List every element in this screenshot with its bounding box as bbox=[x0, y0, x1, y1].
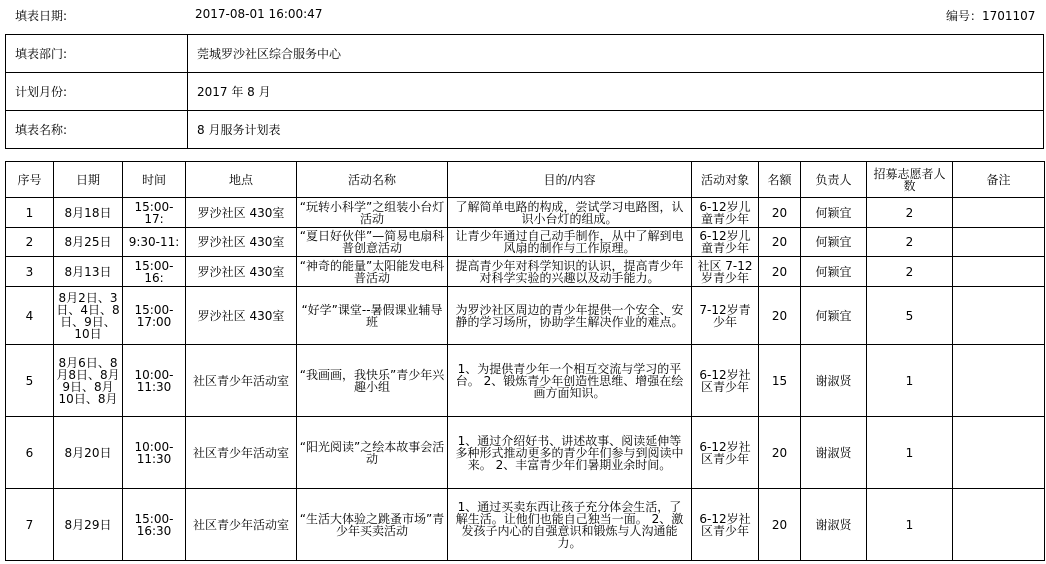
cell-name: “夏日好伙伴”—简易电扇科普创意活动 bbox=[297, 228, 448, 257]
info-label: 填表部门: bbox=[6, 35, 188, 73]
cell-date: 8月6日、8月8日、8月9日、8月10日、8月 bbox=[54, 345, 123, 417]
cell-date: 8月25日 bbox=[54, 228, 123, 257]
info-row-form-name bbox=[6, 111, 1044, 149]
date-value: 2017-08-01 16:00:47 bbox=[195, 7, 323, 21]
cell-quota: 15 bbox=[759, 345, 801, 417]
cell-name: “生活大体验之跳蚤市场”青少年买卖活动 bbox=[297, 489, 448, 561]
cell-quota: 20 bbox=[759, 198, 801, 228]
column-header: 时间 bbox=[123, 162, 186, 198]
column-header: 目的/内容 bbox=[448, 162, 692, 198]
column-header: 活动对象 bbox=[692, 162, 759, 198]
table-row bbox=[6, 287, 1045, 345]
cell-quota: 20 bbox=[759, 228, 801, 257]
cell-no: 2 bbox=[6, 228, 54, 257]
info-value: 2017 年 8 月 bbox=[188, 73, 1044, 111]
cell-volunteers: 1 bbox=[867, 489, 953, 561]
cell-content: 让青少年通过自己动手制作，从中了解到电风扇的制作与工作原理。 bbox=[448, 228, 692, 257]
cell-remark bbox=[953, 228, 1045, 257]
cell-date: 8月2日、3日、4日、8日、9日、10日 bbox=[54, 287, 123, 345]
info-row-month bbox=[6, 73, 1044, 111]
cell-time: 10:00-11:30 bbox=[123, 417, 186, 489]
cell-content: 1、通过买卖东西让孩子充分体会生活，了解生活。让他们也能自己独当一面。 2、激发孩子内心的自强意识和锻炼与人沟通能力。 bbox=[448, 489, 692, 561]
table-row bbox=[6, 417, 1045, 489]
cell-no: 1 bbox=[6, 198, 54, 228]
cell-no: 6 bbox=[6, 417, 54, 489]
form-info-table bbox=[5, 34, 1044, 149]
cell-leader: 谢淑贤 bbox=[801, 417, 867, 489]
column-header: 招募志愿者人数 bbox=[867, 162, 953, 198]
cell-leader: 何颖宜 bbox=[801, 287, 867, 345]
cell-remark bbox=[953, 489, 1045, 561]
cell-quota: 20 bbox=[759, 489, 801, 561]
cell-target: 社区 7-12岁青少年 bbox=[692, 257, 759, 287]
cell-quota: 20 bbox=[759, 287, 801, 345]
cell-leader: 何颖宜 bbox=[801, 228, 867, 257]
cell-name: “玩转小科学”之组装小台灯活动 bbox=[297, 198, 448, 228]
info-value: 8 月服务计划表 bbox=[188, 111, 1044, 149]
info-row-department bbox=[6, 35, 1044, 73]
cell-time: 10:00-11:30 bbox=[123, 345, 186, 417]
cell-remark bbox=[953, 257, 1045, 287]
cell-leader: 何颖宜 bbox=[801, 257, 867, 287]
cell-time: 15:00-16: bbox=[123, 257, 186, 287]
cell-date: 8月18日 bbox=[54, 198, 123, 228]
cell-volunteers: 2 bbox=[867, 257, 953, 287]
cell-volunteers: 5 bbox=[867, 287, 953, 345]
cell-place: 社区青少年活动室 bbox=[186, 417, 297, 489]
cell-target: 6-12岁社区青少年 bbox=[692, 417, 759, 489]
table-header-row bbox=[6, 162, 1045, 198]
cell-content: 1、为提供青少年一个相互交流与学习的平台。 2、锻炼青少年创造性思维、增强在绘画方面知识。 bbox=[448, 345, 692, 417]
cell-no: 7 bbox=[6, 489, 54, 561]
cell-content: 提高青少年对科学知识的认识，提高青少年对科学实验的兴趣以及动手能力。 bbox=[448, 257, 692, 287]
cell-name: “阳光阅读”之绘本故事会活动 bbox=[297, 417, 448, 489]
cell-remark bbox=[953, 345, 1045, 417]
table-row bbox=[6, 345, 1045, 417]
cell-place: 社区青少年活动室 bbox=[186, 345, 297, 417]
info-label: 计划月份: bbox=[6, 73, 188, 111]
cell-name: “神奇的能量”太阳能发电科普活动 bbox=[297, 257, 448, 287]
cell-content: 1、通过介绍好书、讲述故事、阅读延伸等多种形式推动更多的青少年们参与到阅读中来。 2、丰富青少年们暑期业余时间。 bbox=[448, 417, 692, 489]
cell-target: 6-12岁社区青少年 bbox=[692, 345, 759, 417]
service-plan-table bbox=[5, 161, 1045, 561]
cell-leader: 何颖宜 bbox=[801, 198, 867, 228]
cell-remark bbox=[953, 287, 1045, 345]
cell-volunteers: 2 bbox=[867, 198, 953, 228]
table-row bbox=[6, 198, 1045, 228]
form-number: 编号：1701107 bbox=[946, 9, 1036, 23]
cell-quota: 20 bbox=[759, 257, 801, 287]
cell-place: 罗沙社区 430室 bbox=[186, 198, 297, 228]
column-header: 地点 bbox=[186, 162, 297, 198]
cell-time: 9:30-11: bbox=[123, 228, 186, 257]
cell-place: 罗沙社区 430室 bbox=[186, 287, 297, 345]
cell-content: 为罗沙社区周边的青少年提供一个安全、安静的学习场所，协助学生解决作业的难点。 bbox=[448, 287, 692, 345]
cell-no: 5 bbox=[6, 345, 54, 417]
cell-leader: 谢淑贤 bbox=[801, 489, 867, 561]
cell-time: 15:00-16:30 bbox=[123, 489, 186, 561]
column-header: 负责人 bbox=[801, 162, 867, 198]
cell-remark bbox=[953, 417, 1045, 489]
cell-remark bbox=[953, 198, 1045, 228]
info-label: 填表名称: bbox=[6, 111, 188, 149]
table-row bbox=[6, 489, 1045, 561]
date-label: 填表日期: bbox=[15, 9, 68, 23]
cell-no: 4 bbox=[6, 287, 54, 345]
cell-time: 15:00-17: bbox=[123, 198, 186, 228]
column-header: 序号 bbox=[6, 162, 54, 198]
cell-volunteers: 2 bbox=[867, 228, 953, 257]
cell-place: 罗沙社区 430室 bbox=[186, 228, 297, 257]
info-value: 莞城罗沙社区综合服务中心 bbox=[188, 35, 1044, 73]
table-row bbox=[6, 257, 1045, 287]
table-row bbox=[6, 228, 1045, 257]
cell-place: 社区青少年活动室 bbox=[186, 489, 297, 561]
cell-target: 7-12岁青少年 bbox=[692, 287, 759, 345]
column-header: 名额 bbox=[759, 162, 801, 198]
cell-no: 3 bbox=[6, 257, 54, 287]
cell-name: “我画画，我快乐”青少年兴趣小组 bbox=[297, 345, 448, 417]
cell-target: 6-12岁儿童青少年 bbox=[692, 228, 759, 257]
cell-date: 8月20日 bbox=[54, 417, 123, 489]
cell-place: 罗沙社区 430室 bbox=[186, 257, 297, 287]
cell-quota: 20 bbox=[759, 417, 801, 489]
column-header: 活动名称 bbox=[297, 162, 448, 198]
cell-content: 了解简单电路的构成，尝试学习电路图，认识小台灯的组成。 bbox=[448, 198, 692, 228]
cell-volunteers: 1 bbox=[867, 345, 953, 417]
table-body bbox=[6, 198, 1045, 561]
cell-leader: 谢淑贤 bbox=[801, 345, 867, 417]
column-header: 备注 bbox=[953, 162, 1045, 198]
cell-target: 6-12岁儿童青少年 bbox=[692, 198, 759, 228]
cell-date: 8月29日 bbox=[54, 489, 123, 561]
cell-volunteers: 1 bbox=[867, 417, 953, 489]
cell-time: 15:00-17:00 bbox=[123, 287, 186, 345]
cell-date: 8月13日 bbox=[54, 257, 123, 287]
cell-target: 6-12岁社区青少年 bbox=[692, 489, 759, 561]
column-header: 日期 bbox=[54, 162, 123, 198]
cell-name: “好学”课堂--暑假课业辅导班 bbox=[297, 287, 448, 345]
